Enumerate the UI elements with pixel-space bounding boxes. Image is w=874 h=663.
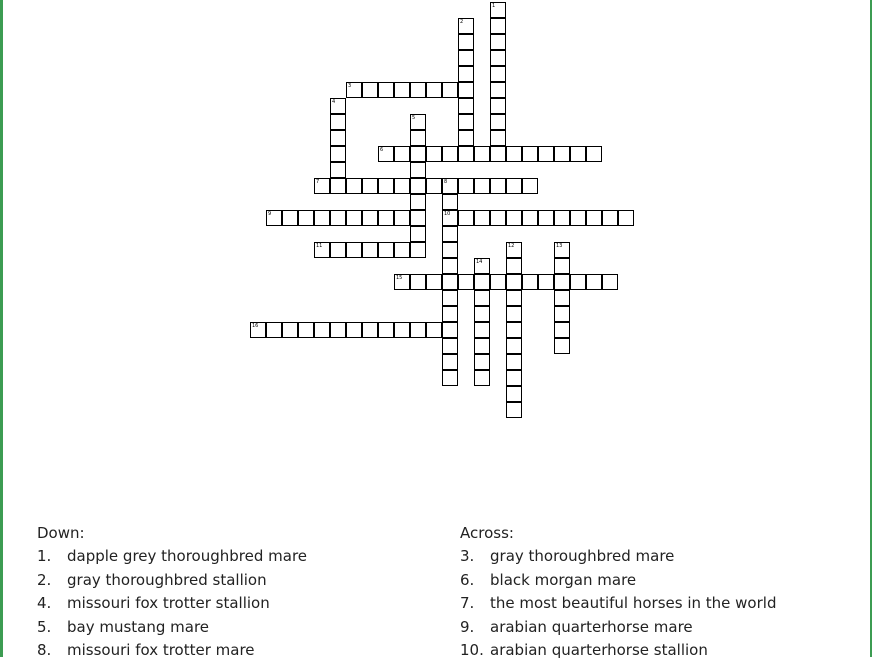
- crossword-cell[interactable]: [330, 162, 346, 178]
- clue-number: 8.: [37, 641, 52, 659]
- clue-number-label: 15: [396, 275, 403, 281]
- crossword-cell[interactable]: [490, 34, 506, 50]
- crossword-cell[interactable]: [506, 306, 522, 322]
- crossword-cell[interactable]: [442, 354, 458, 370]
- crossword-cell[interactable]: [458, 130, 474, 146]
- crossword-cell[interactable]: [282, 210, 298, 226]
- crossword-cell[interactable]: [458, 210, 474, 226]
- crossword-cell[interactable]: [490, 98, 506, 114]
- crossword-cell[interactable]: [570, 210, 586, 226]
- crossword-cell[interactable]: [554, 290, 570, 306]
- crossword-cell[interactable]: [330, 210, 346, 226]
- clue-number-label: 10: [444, 211, 451, 217]
- crossword-cell[interactable]: [618, 210, 634, 226]
- crossword-cell[interactable]: [362, 82, 378, 98]
- crossword-cell[interactable]: [314, 210, 330, 226]
- clue-number: 3.: [460, 547, 475, 565]
- crossword-cell[interactable]: [298, 210, 314, 226]
- crossword-cell[interactable]: [506, 338, 522, 354]
- crossword-cell[interactable]: [330, 130, 346, 146]
- crossword-cell[interactable]: [458, 98, 474, 114]
- crossword-cell[interactable]: [506, 402, 522, 418]
- crossword-cell[interactable]: [490, 130, 506, 146]
- crossword-cell[interactable]: [474, 354, 490, 370]
- clue-number: 9.: [460, 617, 475, 636]
- crossword-cell[interactable]: [426, 274, 442, 290]
- crossword-cell[interactable]: [522, 210, 538, 226]
- clue-number: 6.: [460, 570, 475, 589]
- clue-number-label: 6: [380, 147, 384, 153]
- crossword-cell[interactable]: [506, 258, 522, 274]
- crossword-cell[interactable]: [490, 2, 506, 18]
- clue-number-label: 8: [444, 179, 448, 185]
- crossword-cell[interactable]: [506, 290, 522, 306]
- crossword-cell[interactable]: [442, 242, 458, 258]
- crossword-cell[interactable]: [282, 322, 298, 338]
- crossword-cell[interactable]: [442, 258, 458, 274]
- clue-number-label: 16: [252, 323, 259, 329]
- crossword-cell[interactable]: [330, 98, 346, 114]
- crossword-cell[interactable]: [394, 82, 410, 98]
- crossword-cell[interactable]: [330, 242, 346, 258]
- crossword-cell[interactable]: [410, 162, 426, 178]
- crossword-cell[interactable]: [458, 178, 474, 194]
- crossword-cell[interactable]: [490, 66, 506, 82]
- crossword-cell[interactable]: [506, 370, 522, 386]
- crossword-cell[interactable]: [554, 306, 570, 322]
- crossword-cell[interactable]: [474, 322, 490, 338]
- crossword-cell[interactable]: [378, 178, 394, 194]
- clue-text: black morgan mare: [490, 570, 637, 589]
- crossword-cell[interactable]: [378, 322, 394, 338]
- clue-number-label: 13: [556, 243, 563, 249]
- crossword-cell[interactable]: [490, 146, 506, 162]
- clue-number: 5.: [37, 617, 52, 636]
- crossword-cell[interactable]: [442, 322, 458, 338]
- crossword-cell[interactable]: [362, 210, 378, 226]
- crossword-cell[interactable]: [474, 146, 490, 162]
- down-heading: Down:: [37, 524, 85, 542]
- clue-text: dapple grey thoroughbred mare: [67, 547, 308, 565]
- clue-across-6: [460, 569, 776, 593]
- crossword-cell[interactable]: [554, 274, 570, 290]
- crossword-cell[interactable]: [474, 290, 490, 306]
- crossword-cell[interactable]: [522, 146, 538, 162]
- crossword-cell[interactable]: [554, 322, 570, 338]
- crossword-cell[interactable]: [442, 146, 458, 162]
- crossword-cell[interactable]: [554, 258, 570, 274]
- crossword-cell[interactable]: [602, 274, 618, 290]
- clue-text: gray thoroughbred stallion: [67, 570, 267, 589]
- crossword-cell[interactable]: [394, 210, 410, 226]
- clue-text: the most beautiful horses in the world: [490, 594, 777, 612]
- crossword-cell[interactable]: [394, 322, 410, 338]
- crossword-cell[interactable]: [346, 82, 362, 98]
- crossword-cell[interactable]: [538, 210, 554, 226]
- crossword-cell[interactable]: [458, 50, 474, 66]
- crossword-cell[interactable]: [506, 210, 522, 226]
- crossword-cell[interactable]: [458, 66, 474, 82]
- down-clues: [37, 522, 307, 663]
- clue-text: missouri fox trotter stallion: [67, 594, 270, 612]
- crossword-cell[interactable]: [410, 114, 426, 130]
- crossword-cell[interactable]: [426, 178, 442, 194]
- crossword-cell[interactable]: [474, 178, 490, 194]
- crossword-cell[interactable]: [410, 146, 426, 162]
- crossword-cell[interactable]: [458, 34, 474, 50]
- clue-number-label: 1: [492, 3, 496, 9]
- clue-down-8: [37, 639, 307, 663]
- crossword-cell[interactable]: [570, 146, 586, 162]
- clue-number: 7.: [460, 594, 475, 612]
- clue-number: 1.: [37, 547, 52, 565]
- crossword-cell[interactable]: [506, 178, 522, 194]
- crossword-cell[interactable]: [314, 178, 330, 194]
- crossword-cell[interactable]: [538, 146, 554, 162]
- crossword-cell[interactable]: [378, 242, 394, 258]
- crossword-cell[interactable]: [378, 146, 394, 162]
- crossword-cell[interactable]: [458, 18, 474, 34]
- crossword-cell[interactable]: [506, 386, 522, 402]
- crossword-cell[interactable]: [410, 242, 426, 258]
- crossword-cell[interactable]: [474, 210, 490, 226]
- across-clues: [460, 522, 776, 663]
- clue-number-label: 3: [348, 83, 352, 89]
- crossword-cell[interactable]: [442, 194, 458, 210]
- crossword-cell[interactable]: [394, 146, 410, 162]
- crossword-cell[interactable]: [490, 82, 506, 98]
- crossword-cell[interactable]: [474, 258, 490, 274]
- crossword-cell[interactable]: [314, 322, 330, 338]
- crossword-cell[interactable]: [410, 178, 426, 194]
- crossword-cell[interactable]: [506, 274, 522, 290]
- crossword-cell[interactable]: [266, 322, 282, 338]
- clue-text: arabian quarterhorse mare: [490, 617, 693, 636]
- crossword-cell[interactable]: [362, 242, 378, 258]
- crossword-cell[interactable]: [426, 322, 442, 338]
- clue-number-label: 12: [508, 243, 515, 249]
- crossword-cell[interactable]: [506, 322, 522, 338]
- crossword-cell[interactable]: [474, 338, 490, 354]
- crossword-cell[interactable]: [346, 210, 362, 226]
- clue-across-7: [460, 592, 776, 616]
- crossword-cell[interactable]: [602, 210, 618, 226]
- crossword-cell[interactable]: [410, 194, 426, 210]
- crossword-cell[interactable]: [490, 274, 506, 290]
- crossword-cell[interactable]: [458, 274, 474, 290]
- clue-across-9: [460, 616, 776, 640]
- clue-text: gray thoroughbred mare: [490, 547, 675, 565]
- crossword-cell[interactable]: [442, 338, 458, 354]
- clue-number-label: 11: [316, 243, 323, 249]
- crossword-cell[interactable]: [426, 146, 442, 162]
- crossword-cell[interactable]: [506, 242, 522, 258]
- crossword-cell[interactable]: [490, 178, 506, 194]
- crossword-cell[interactable]: [410, 322, 426, 338]
- crossword-cell[interactable]: [346, 178, 362, 194]
- crossword-cell[interactable]: [474, 306, 490, 322]
- crossword-cell[interactable]: [506, 354, 522, 370]
- clue-down-4: [37, 592, 307, 616]
- crossword-cell[interactable]: [554, 146, 570, 162]
- crossword-cell[interactable]: [410, 210, 426, 226]
- crossword-cell[interactable]: [394, 274, 410, 290]
- clue-number-label: 2: [460, 19, 464, 25]
- crossword-cell[interactable]: [410, 274, 426, 290]
- clue-down-5: [37, 616, 307, 640]
- clue-text: missouri fox trotter mare: [67, 641, 255, 659]
- crossword-cell[interactable]: [554, 210, 570, 226]
- crossword-cell[interactable]: [570, 274, 586, 290]
- crossword-cell[interactable]: [410, 130, 426, 146]
- clue-text: arabian quarterhorse stallion: [490, 641, 708, 659]
- clue-number-label: 5: [412, 115, 416, 121]
- crossword-cell[interactable]: [474, 274, 490, 290]
- crossword-cell[interactable]: [362, 322, 378, 338]
- crossword-cell[interactable]: [410, 82, 426, 98]
- crossword-cell[interactable]: [458, 114, 474, 130]
- crossword-cell[interactable]: [330, 114, 346, 130]
- clue-number-label: 7: [316, 179, 320, 185]
- crossword-cell[interactable]: [442, 290, 458, 306]
- clue-number: 10.: [460, 641, 484, 659]
- crossword-cell[interactable]: [330, 322, 346, 338]
- crossword-cell[interactable]: [442, 178, 458, 194]
- crossword-cell[interactable]: [330, 146, 346, 162]
- crossword-cell[interactable]: [458, 82, 474, 98]
- crossword-cell[interactable]: [346, 322, 362, 338]
- clue-number: 4.: [37, 594, 52, 612]
- clue-number-label: 4: [332, 99, 336, 105]
- crossword-cell[interactable]: [362, 178, 378, 194]
- crossword-cell[interactable]: [442, 82, 458, 98]
- crossword-cell[interactable]: [586, 210, 602, 226]
- crossword-cell[interactable]: [394, 178, 410, 194]
- crossword-cell[interactable]: [522, 274, 538, 290]
- clue-down-2: [37, 569, 307, 593]
- crossword-cell[interactable]: [554, 242, 570, 258]
- crossword-cell[interactable]: [266, 210, 282, 226]
- crossword-cell[interactable]: [538, 274, 554, 290]
- crossword-cell[interactable]: [410, 226, 426, 242]
- crossword-cell[interactable]: [442, 210, 458, 226]
- crossword-cell[interactable]: [490, 210, 506, 226]
- clue-down-1: [37, 545, 307, 569]
- clue-across-3: [460, 545, 776, 569]
- crossword-cell[interactable]: [490, 114, 506, 130]
- clue-number-label: 14: [476, 259, 483, 265]
- clue-across-10: [460, 639, 776, 663]
- crossword-cell[interactable]: [490, 18, 506, 34]
- clue-text: bay mustang mare: [67, 617, 210, 636]
- clue-number-label: 9: [268, 211, 272, 217]
- crossword-cell[interactable]: [442, 370, 458, 386]
- crossword-cell[interactable]: [330, 178, 346, 194]
- crossword-cell[interactable]: [394, 242, 410, 258]
- crossword-cell[interactable]: [586, 274, 602, 290]
- crossword-cell[interactable]: [378, 210, 394, 226]
- crossword-cell[interactable]: [442, 226, 458, 242]
- crossword-cell[interactable]: [522, 178, 538, 194]
- crossword-cell[interactable]: [346, 242, 362, 258]
- crossword-cell[interactable]: [474, 370, 490, 386]
- crossword-cell[interactable]: [458, 146, 474, 162]
- crossword-cell[interactable]: [378, 82, 394, 98]
- clue-number: 2.: [37, 570, 52, 589]
- crossword-cell[interactable]: [586, 146, 602, 162]
- crossword-cell[interactable]: [314, 242, 330, 258]
- crossword-cell[interactable]: [426, 82, 442, 98]
- crossword-cell[interactable]: [442, 274, 458, 290]
- crossword-cell[interactable]: [298, 322, 314, 338]
- crossword-cell[interactable]: [554, 338, 570, 354]
- crossword-cell[interactable]: [506, 146, 522, 162]
- across-heading: Across:: [460, 524, 514, 542]
- crossword-cell[interactable]: [442, 306, 458, 322]
- crossword-cell[interactable]: [490, 50, 506, 66]
- crossword-cell[interactable]: [250, 322, 266, 338]
